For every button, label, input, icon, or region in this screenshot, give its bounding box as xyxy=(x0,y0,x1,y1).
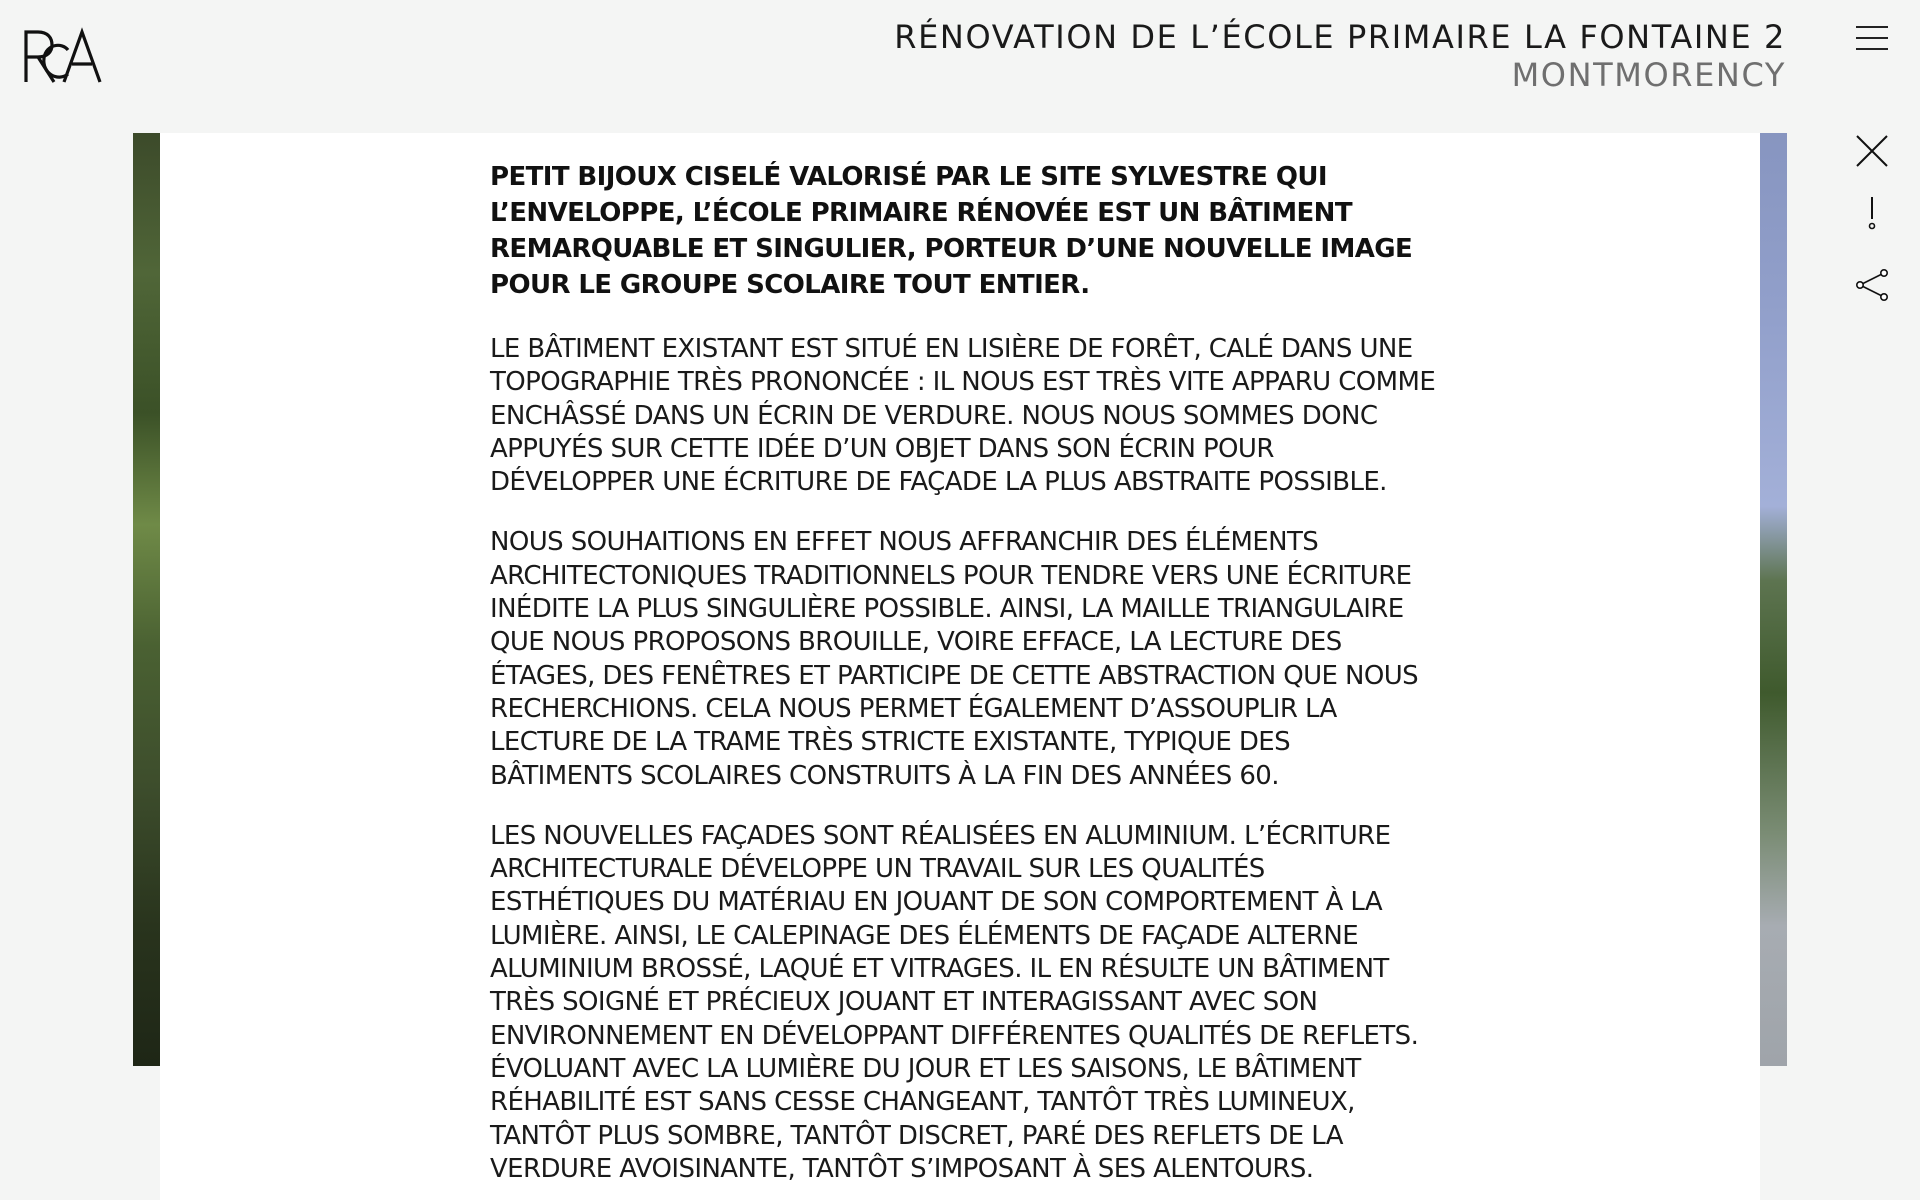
body-paragraph: LES NOUVELLES FAÇADES SONT RÉALISÉES EN ALUMINIUM. L’ÉCRITURE ARCHITECTURALE DÉVELOPPE UN TRAVAIL SUR LES QUALITÉS ESTHÉTIQUES DU MATÉRIAU EN JOUANT DE SON COMPORTEMENT À LA LUMIÈRE. AINSI, LE CALEPINAGE DES ÉLÉMENTS DE FAÇADE ALTERNE ALUMINIUM BROSSÉ, LAQUÉ ET VITRAGES. IL EN RÉSULTE UN BÂTIMENT TRÈS SOIGNÉ ET PRÉCIEUX JOUANT ET INTERAGISSANT AVEC SON ENVIRONNEMENT EN DÉVELOPPANT DIFFÉRENTES QUALITÉS DE REFLETS. ÉVOLUANT AVEC LA LUMIÈRE DU JOUR ET LES SAISONS, LE BÂTIMENT RÉHABILITÉ EST SANS CESSE CHANGEANT, TANTÔT TRÈS LUMINEUX, TANTÔT PLUS SOMBRE, TANTÔT DISCRET, PARÉ DES REFLETS DE LA VERDURE AVOISINANTE, TANTÔT S’IMPOSANT À SES ALENTOURS. xyxy=(490,820,1419,1184)
rca-logo[interactable] xyxy=(24,26,102,90)
info-icon[interactable] xyxy=(1854,195,1890,231)
project-title: RÉNOVATION DE L’ÉCOLE PRIMAIRE LA FONTAINE 2 xyxy=(894,18,1786,56)
close-icon[interactable] xyxy=(1854,133,1890,169)
description-panel xyxy=(160,133,1760,1200)
intro-paragraph: PETIT BIJOUX CISELÉ VALORISÉ PAR LE SITE SYLVESTRE QUI L’ENVELOPPE, L’ÉCOLE PRIMAIRE RÉNOVÉE EST UN BÂTIMENT REMARQUABLE ET SINGULIER, PORTEUR D’UNE NOUVELLE IMAGE POUR LE GROUPE SCOLAIRE TOUT ENTIER. xyxy=(490,162,1413,300)
body-paragraph: NOUS SOUHAITIONS EN EFFET NOUS AFFRANCHIR DES ÉLÉMENTS ARCHITECTONIQUES TRADITIONNELS POUR TENDRE VERS UNE ÉCRITURE INÉDITE LA PLUS SINGULIÈRE POSSIBLE. AINSI, LA MAILLE TRIANGULAIRE QUE NOUS PROPOSONS BROUILLE, VOIRE EFFACE, LA LECTURE DES ÉTAGES, DES FENÊTRES ET PARTICIPE DE CETTE ABSTRACTION QUE NOUS RECHERCHIONS. CELA NOUS PERMET ÉGALEMENT D’ASSOUPLIR LA LECTURE DE LA TRAME TRÈS STRICTE EXISTANTE, TYPIQUE DES BÂTIMENTS SCOLAIRES CONSTRUITS À LA FIN DES ANNÉES 60. xyxy=(490,527,1419,791)
share-icon[interactable] xyxy=(1854,267,1890,303)
project-header xyxy=(894,18,1786,94)
body-paragraph: LE BÂTIMENT EXISTANT EST SITUÉ EN LISIÈRE DE FORÊT, CALÉ DANS UNE TOPOGRAPHIE TRÈS PRONONCÉE : IL NOUS EST TRÈS VITE APPARU COMME ENCHÂSSÉ DANS UN ÉCRIN DE VERDURE. NOUS NOUS SOMMES DONC APPUYÉS SUR CETTE IDÉE D’UN OBJET DANS SON ÉCRIN POUR DÉVELOPPER UNE ÉCRITURE DE FAÇADE LA PLUS ABSTRAITE POSSIBLE. xyxy=(490,334,1436,498)
hamburger-icon-line xyxy=(1856,37,1888,39)
description-text xyxy=(490,159,1440,1200)
hamburger-icon-line xyxy=(1856,48,1888,50)
menu-button[interactable] xyxy=(1856,26,1888,50)
project-location: MONTMORENCY xyxy=(1511,56,1786,94)
project-photo-left-edge xyxy=(133,133,161,1066)
hamburger-icon xyxy=(1856,26,1888,28)
project-photo-right-edge xyxy=(1760,133,1787,1066)
